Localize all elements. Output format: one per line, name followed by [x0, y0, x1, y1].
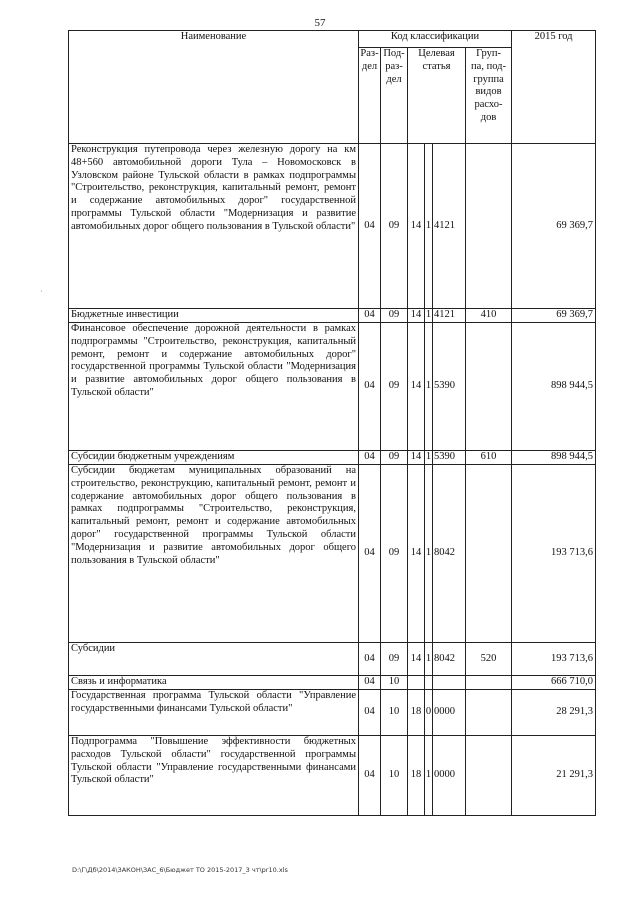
margin-dot: ·: [40, 287, 43, 296]
table-row: [69, 144, 596, 309]
row-name: Подпрограмма "Повышение эффективности бюджетных расходов Тульской области" государственной программы Тульской области "Управление государственными финансами Тульской области": [69, 736, 359, 816]
row-podrazdel: 10: [381, 690, 408, 736]
row-amount: 69 369,7: [512, 144, 596, 309]
header-razdel: Раз- дел: [359, 48, 381, 144]
row-podrazdel: 09: [381, 144, 408, 309]
row-group: 410: [466, 309, 512, 323]
row-target-code: 5390: [433, 451, 466, 465]
row-amount: 193 713,6: [512, 465, 596, 643]
row-name: Бюджетные инвестиции: [69, 309, 359, 323]
row-podrazdel: 09: [381, 309, 408, 323]
row-target-code: 4121: [433, 144, 466, 309]
row-target-code: 8042: [433, 643, 466, 676]
header-name: Наименование: [69, 31, 359, 144]
row-group: 610: [466, 451, 512, 465]
row-target-program: 14: [408, 309, 425, 323]
row-name: Финансовое обеспечение дорожной деятельности в рамках подпрограммы "Строительство, реконструкция, капитальный ремонт, ремонт и содержание автомобильных дорог" государственной программы Тульской области "Модернизация и развитие автомобильных дорог общего пользования в Тульской области": [69, 323, 359, 451]
row-amount: 898 944,5: [512, 451, 596, 465]
row-target-subprogram: 1: [425, 309, 433, 323]
table-row: [69, 643, 596, 676]
row-razdel: 04: [359, 451, 381, 465]
row-name: Субсидии бюджетам муниципальных образований на строительство, реконструкцию, капитальный ремонт, ремонт и содержание автомобильных дорог общего пользования в рамках подпрограммы "Строительство, реконструкция, капитальный ремонт, ремонт и содержание автомобильных дорог" государственной программы Тульской области "Модернизация и развитие автомобильных дорог общего пользования в Тульской области": [69, 465, 359, 643]
header-target: Целевая статья: [408, 48, 466, 144]
row-amount: 898 944,5: [512, 323, 596, 451]
row-amount: 666 710,0: [512, 676, 596, 690]
header-podrazdel: Под- раз- дел: [381, 48, 408, 144]
row-target-code: 5390: [433, 323, 466, 451]
row-target-program: 14: [408, 643, 425, 676]
row-target-subprogram: 1: [425, 643, 433, 676]
row-target-code: [433, 676, 466, 690]
row-group: [466, 676, 512, 690]
row-target-program: 14: [408, 323, 425, 451]
row-target-code: 0000: [433, 690, 466, 736]
row-razdel: 04: [359, 465, 381, 643]
row-podrazdel: 09: [381, 465, 408, 643]
row-target-program: 14: [408, 451, 425, 465]
row-podrazdel: 10: [381, 676, 408, 690]
row-podrazdel: 09: [381, 643, 408, 676]
row-target-program: 14: [408, 465, 425, 643]
row-target-subprogram: 1: [425, 736, 433, 816]
row-name: Государственная программа Тульской области "Управление государственными финансами Тульской области": [69, 690, 359, 736]
row-razdel: 04: [359, 144, 381, 309]
header-year: 2015 год: [512, 31, 596, 144]
table-row: [69, 451, 596, 465]
row-target-program: 18: [408, 736, 425, 816]
row-podrazdel: 09: [381, 451, 408, 465]
row-target-code: 4121: [433, 309, 466, 323]
row-amount: 69 369,7: [512, 309, 596, 323]
table-row: [69, 323, 596, 451]
row-target-program: [408, 676, 425, 690]
row-target-program: 18: [408, 690, 425, 736]
table-row: [69, 309, 596, 323]
row-amount: 21 291,3: [512, 736, 596, 816]
row-name: Реконструкция путепровода через железную дорогу на км 48+560 автомобильной дороги Тула – Новомосковск в Узловском районе Тульской области в рамках подпрограммы "Строительство, реконструкция, капитальный ремонт, ремонт и содержание автомобильных дорог" государственной программы Тульской области "Модернизация и развитие автомобильных дорог общего пользования в Тульской области": [69, 144, 359, 309]
row-razdel: 04: [359, 309, 381, 323]
table-row: [69, 690, 596, 736]
row-target-subprogram: 0: [425, 690, 433, 736]
row-target-subprogram: 1: [425, 323, 433, 451]
row-target-program: 14: [408, 144, 425, 309]
row-podrazdel: 09: [381, 323, 408, 451]
budget-table: [68, 30, 596, 816]
header-group: Груп- па, под- группа видов расхо- дов: [466, 48, 512, 144]
row-group: [466, 736, 512, 816]
row-razdel: 04: [359, 736, 381, 816]
row-name: Связь и информатика: [69, 676, 359, 690]
row-razdel: 04: [359, 323, 381, 451]
row-group: 520: [466, 643, 512, 676]
file-path-footer: D:\Г\Дб\2014\ЗАКОН\ЗАС_6\Бюджет ТО 2015-2017_3 чт\pr10.xls: [72, 866, 288, 874]
row-target-subprogram: [425, 676, 433, 690]
row-razdel: 04: [359, 690, 381, 736]
row-group: [466, 323, 512, 451]
header-code-group: Код классификации: [359, 31, 512, 48]
row-name: Субсидии бюджетным учреждениям: [69, 451, 359, 465]
row-group: [466, 690, 512, 736]
row-target-subprogram: 1: [425, 451, 433, 465]
table-row: [69, 736, 596, 816]
row-amount: 28 291,3: [512, 690, 596, 736]
row-razdel: 04: [359, 643, 381, 676]
row-target-code: 8042: [433, 465, 466, 643]
row-target-code: 0000: [433, 736, 466, 816]
row-group: [466, 144, 512, 309]
row-target-subprogram: 1: [425, 144, 433, 309]
page-number: 57: [314, 17, 326, 29]
row-target-subprogram: 1: [425, 465, 433, 643]
row-podrazdel: 10: [381, 736, 408, 816]
row-group: [466, 465, 512, 643]
row-name: Субсидии: [69, 643, 359, 676]
table-row: [69, 676, 596, 690]
row-amount: 193 713,6: [512, 643, 596, 676]
row-razdel: 04: [359, 676, 381, 690]
table-row: [69, 465, 596, 643]
